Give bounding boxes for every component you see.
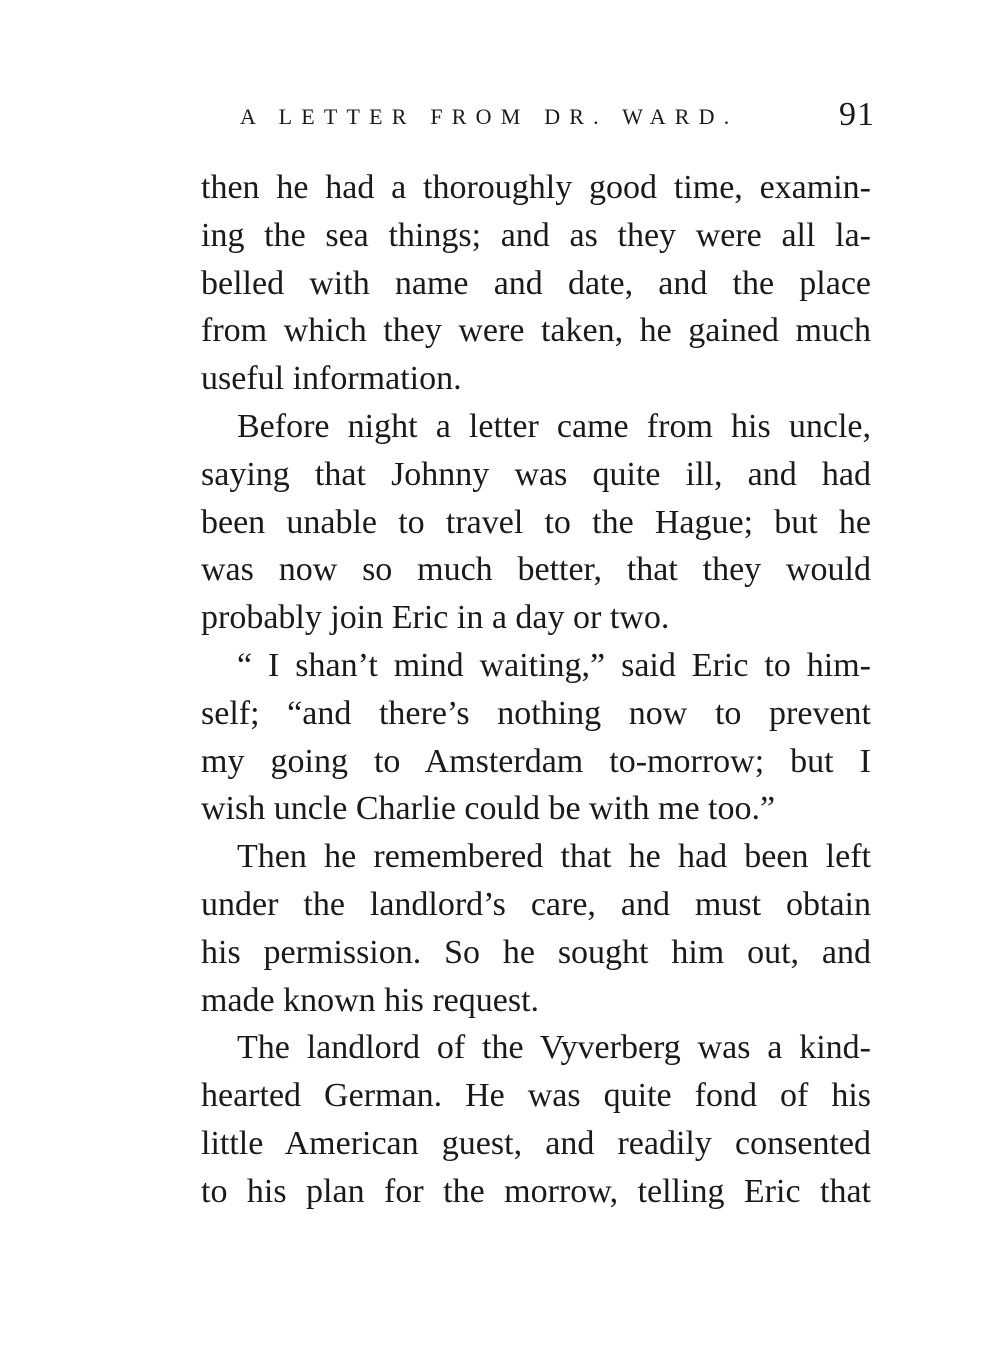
text-line: his permission. So he sought him out, and (201, 933, 871, 971)
text-line: hearted German. He was quite fond of his (201, 1077, 871, 1115)
body-text (201, 164, 871, 1216)
text-line: my going to Amsterdam to-morrow; but I (201, 742, 871, 780)
text-line: Before night a letter came from his uncle, (237, 407, 871, 445)
page-number: 91 (839, 96, 875, 133)
running-head (240, 96, 875, 136)
text-line: made known his request. (201, 981, 540, 1019)
text-line: “ I shan’t mind waiting,” said Eric to him- (237, 646, 871, 684)
text-line: then he had a thoroughly good time, examin- (201, 169, 871, 206)
text-line: belled with name and date, and the place (201, 264, 871, 302)
text-line: little American guest, and readily consented (201, 1124, 871, 1162)
text-line: The landlord of the Vyverberg was a kind- (237, 1029, 871, 1067)
text-line: ing the sea things; and as they were all la- (201, 216, 871, 254)
text-line: been unable to travel to the Hague; but he (201, 503, 871, 541)
text-line: to his plan for the morrow, telling Eric that (201, 1172, 871, 1210)
text-line: self; “and there’s nothing now to prevent (201, 694, 871, 732)
text-line: useful information. (201, 360, 462, 398)
running-title: A LETTER FROM DR. WARD. (240, 104, 739, 129)
text-line: under the landlord’s care, and must obtain (201, 885, 871, 923)
text-line: wish uncle Charlie could be with me too.” (201, 790, 776, 828)
text-line: from which they were taken, he gained much (201, 312, 871, 350)
text-line: was now so much better, that they would (201, 551, 871, 589)
text-line: saying that Johnny was quite ill, and had (201, 455, 871, 493)
text-line: probably join Eric in a day or two. (201, 599, 670, 637)
text-line: Then he remembered that he had been left (237, 838, 871, 876)
